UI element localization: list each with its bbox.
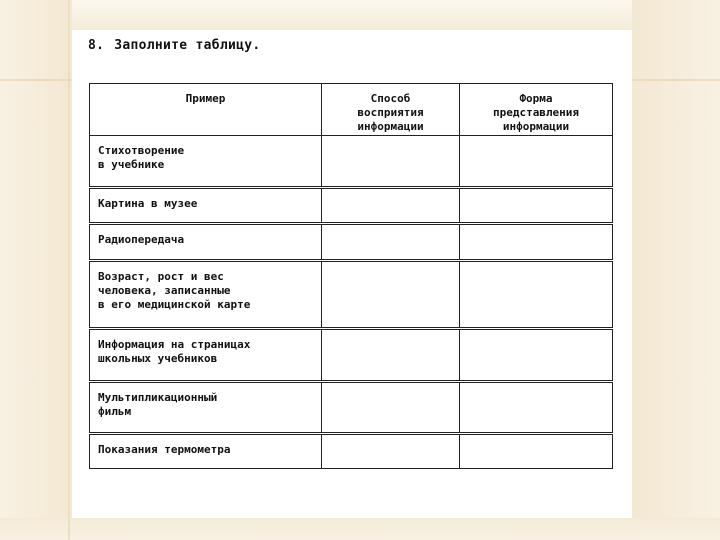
example-line: фильм: [98, 405, 132, 418]
table-row: [90, 188, 613, 224]
header-perception-line: восприятия: [357, 106, 424, 119]
perception-answer-cell[interactable]: [322, 136, 460, 188]
task-number: 8.: [88, 38, 105, 53]
example-cell: [90, 261, 322, 329]
example-line: в учебнике: [98, 158, 165, 171]
representation-answer-cell[interactable]: [460, 382, 613, 434]
table-row: [90, 224, 613, 261]
example-line: Картина в музее: [98, 197, 198, 210]
perception-answer-cell[interactable]: [322, 382, 460, 434]
example-line: Возраст, рост и вес: [98, 270, 224, 283]
slide-frame-right: [632, 0, 720, 540]
header-representation-line: информации: [502, 120, 570, 133]
header-representation-line: Форма: [519, 92, 553, 105]
example-line: Мультипликационный: [98, 391, 218, 404]
example-line: школьных учебников: [98, 352, 218, 365]
example-line: Показания термометра: [98, 443, 231, 456]
example-line: Информация на страницах: [98, 338, 251, 351]
perception-answer-cell[interactable]: [322, 224, 460, 261]
table-row: [90, 261, 613, 329]
slide-frame-left: [0, 0, 72, 540]
header-representation-line: представления: [492, 106, 580, 119]
representation-answer-cell[interactable]: [460, 224, 613, 261]
slide-frame-top: [0, 0, 720, 30]
slide-frame-bottom: [0, 518, 720, 540]
header-example: [90, 84, 322, 136]
slide-frame-rule-vertical: [68, 0, 70, 540]
perception-answer-cell[interactable]: [322, 188, 460, 224]
representation-answer-cell[interactable]: [460, 329, 613, 382]
representation-answer-cell[interactable]: [460, 136, 613, 188]
header-example-line: Пример: [185, 92, 226, 105]
example-line: в его медицинской карте: [98, 298, 251, 311]
representation-answer-cell[interactable]: [460, 261, 613, 329]
representation-answer-cell[interactable]: [460, 188, 613, 224]
perception-answer-cell[interactable]: [322, 434, 460, 469]
table-row: [90, 329, 613, 382]
example-line: Стихотворение: [98, 144, 185, 157]
example-line: Радиопередача: [98, 233, 185, 246]
example-cell: [90, 224, 322, 261]
example-cell: [90, 329, 322, 382]
header-perception: [322, 84, 460, 136]
perception-answer-cell[interactable]: [322, 261, 460, 329]
example-line: человека, записанные: [98, 284, 231, 297]
example-cell: [90, 434, 322, 469]
example-cell: [90, 136, 322, 188]
table-header-row: [90, 84, 613, 136]
task-heading: [88, 38, 261, 53]
perception-answer-cell[interactable]: [322, 329, 460, 382]
task-title: Заполните таблицу.: [114, 38, 261, 53]
example-cell: [90, 188, 322, 224]
header-perception-line: информации: [357, 120, 424, 133]
representation-answer-cell[interactable]: [460, 434, 613, 469]
header-perception-line: Способ: [370, 92, 411, 105]
table-row: [90, 136, 613, 188]
example-cell: [90, 382, 322, 434]
header-representation: [460, 84, 613, 136]
table-row: [90, 382, 613, 434]
worksheet-table: [89, 83, 613, 469]
table-row: [90, 434, 613, 469]
